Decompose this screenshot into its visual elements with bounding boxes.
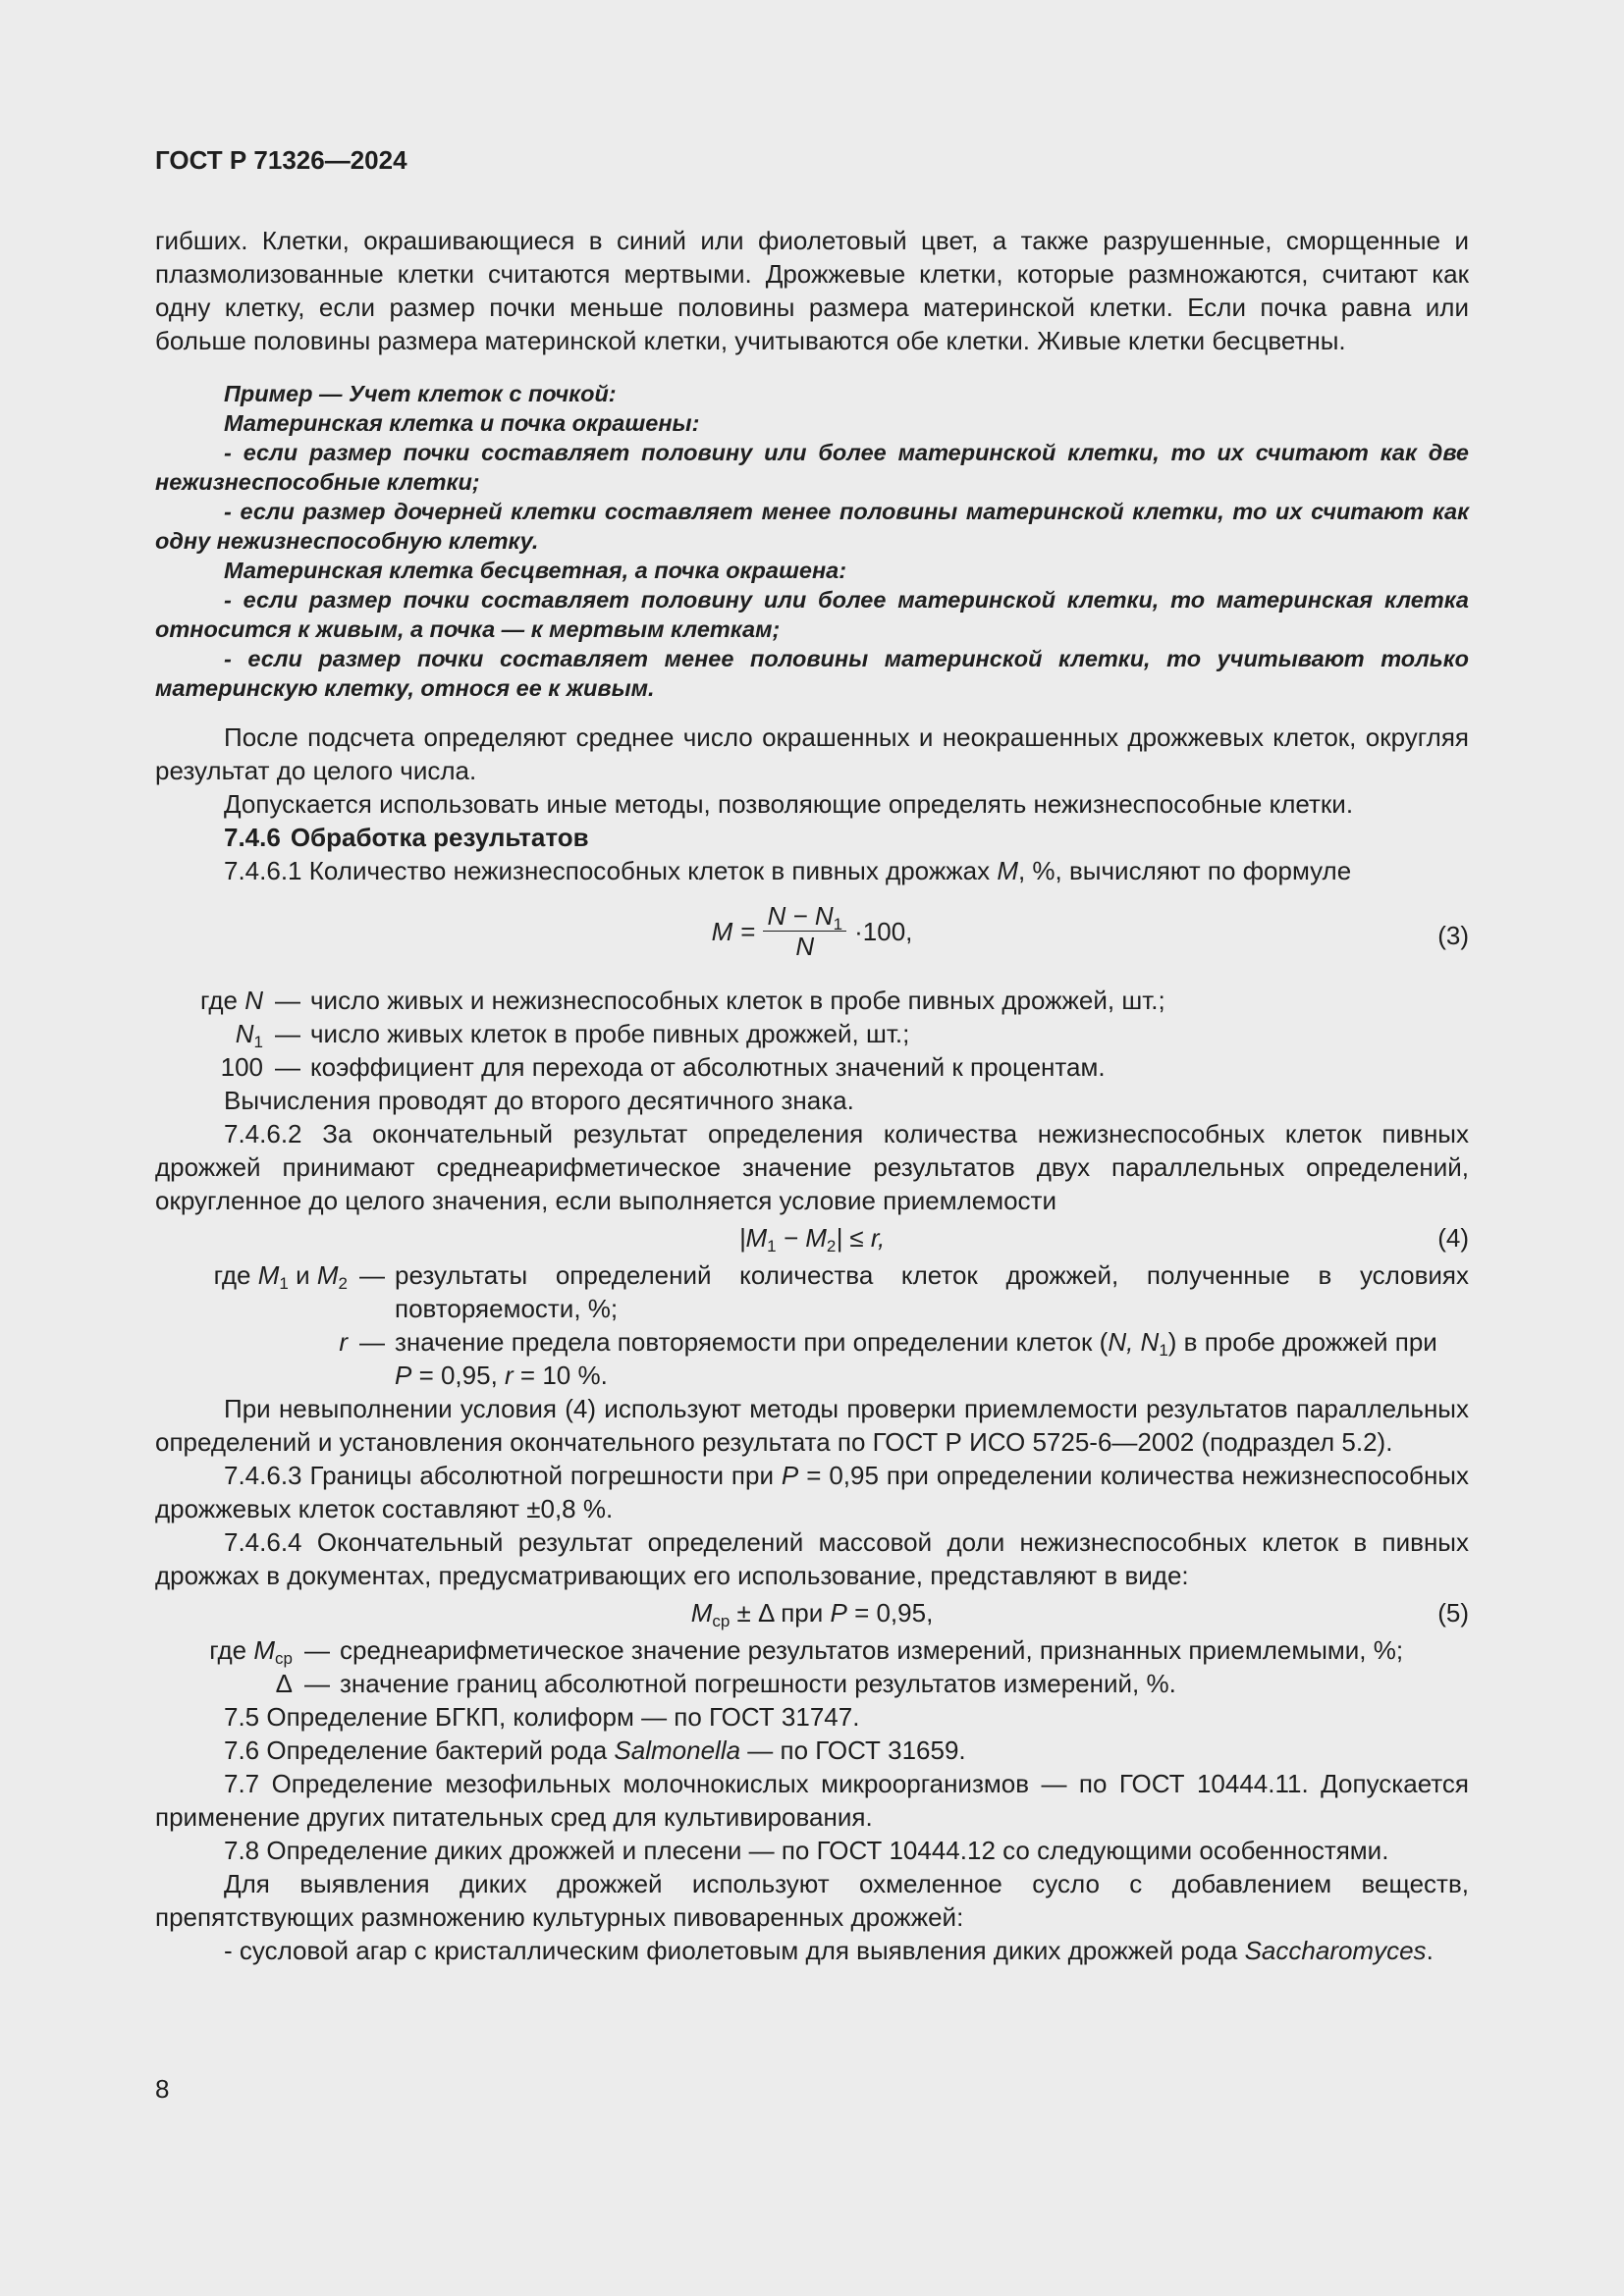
where-list-formula-4: где $M_1$ и $M_2$ — результаты определений количества клеток дрожжей, полученные в условиях повторяемости, %; r — значение предела повторяемости при определении клеток (N, $N_1$) в пробе дрожжей при P = 0,95, r = 10 %.: [155, 1258, 1469, 1392]
example-line: - если размер почки составляет половину или более материнской клетки, то материнская клетка относится к живым, а почка — к мертвым клеткам;: [155, 587, 1469, 642]
paragraph-7-5: 7.5 Определение БГКП, колиформ — по ГОСТ 31747.: [224, 1702, 860, 1732]
page-number: 8: [155, 2074, 170, 2104]
formula-4-expression: $|M_1 - M_2| \le r$,: [738, 1223, 886, 1255]
where-description: число живых и нежизнеспособных клеток в пробе пивных дрожжей, шт.;: [310, 986, 1165, 1015]
formula-5-expression: $M_{ср} \pm \Delta$ при P = 0,95,: [690, 1598, 934, 1630]
where-symbol: $N_1$: [235, 1019, 263, 1051]
where-description: значение границ абсолютной погрешности результатов измерений, %.: [340, 1669, 1176, 1698]
where-symbol: где $M_1$ и $M_2$: [213, 1260, 348, 1293]
paragraph-other-methods: Допускается использовать иные методы, позволяющие определять нежизнеспособные клетки.: [224, 789, 1354, 819]
fraction-denominator: N: [795, 932, 815, 961]
section-title-text: Обработка результатов: [290, 823, 589, 852]
fraction: [763, 901, 846, 961]
document-header: ГОСТ Р 71326—2024: [155, 145, 407, 175]
example-line: - если размер почки составляет половину или более материнской клетки, то их считают как две нежизнеспособные клетки;: [155, 440, 1469, 495]
paragraph-after-count: После подсчета определяют среднее число окрашенных и неокрашенных дрожжевых клеток, округляя результат до целого числа.: [155, 722, 1469, 785]
example-title: Пример — Учет клеток с почкой:: [224, 381, 617, 406]
paragraph-7-4-6-1: 7.4.6.1 Количество нежизнеспособных клеток в пивных дрожжах M, %, вычисляют по формуле: [224, 856, 1352, 885]
formula-number: (5): [1437, 1598, 1469, 1628]
formula-4: [155, 1221, 1469, 1255]
paragraph-fail-condition: При невыполнении условия (4) используют методы проверки приемлемости результатов параллельных определений и установления окончательного результата по ГОСТ Р ИСО 5725-6—2002 (подраздел 5.2).: [155, 1394, 1469, 1457]
paragraph-7-7: 7.7 Определение мезофильных молочнокислых микроорганизмов — по ГОСТ 10444.11. Допускается применение других питательных сред для культивирования.: [155, 1769, 1469, 1832]
paragraph-7-4-6-4: 7.4.6.4 Окончательный результат определений массовой доли нежизнеспособных клеток в пивных дрожжах в документах, предусматривающих его использование, представляют в виде:: [155, 1527, 1469, 1590]
where-list-formula-3: где N — число живых и нежизнеспособных клеток в пробе пивных дрожжей, шт.; $N_1$ — число живых клеток в пробе пивных дрожжей, шт.; 100 — коэффициент для перехода от абсолютных значений к процентам.: [155, 984, 1469, 1084]
where-list-formula-5: где $M_{ср}$ — среднеарифметическое значение результатов измерений, признанных приемлемыми, %; Δ — значение границ абсолютной погрешности результатов измерений, %.: [155, 1633, 1469, 1700]
section-title-7-4-6: [155, 821, 1469, 854]
example-line: - если размер почки составляет менее половины материнской клетки, то учитывают только материнскую клетку, относя ее к живым.: [155, 646, 1469, 701]
paragraph-wild-yeast: Для выявления диких дрожжей используют охмеленное сусло с добавлением веществ, препятствующих размножению культурных пивоваренных дрожжей:: [155, 1869, 1469, 1932]
paragraph-7-4-6-3: 7.4.6.3 Границы абсолютной погрешности при P = 0,95 при определении количества нежизнеспособных дрожжевых клеток составляют ±0,8 %.: [155, 1461, 1469, 1523]
example-block: [155, 379, 1469, 703]
formula-number: (4): [1437, 1223, 1469, 1253]
example-line: Материнская клетка бесцветная, а почка окрашена:: [224, 558, 847, 583]
section-number: 7.4.6: [224, 823, 281, 852]
example-line: - если размер дочерней клетки составляет менее половины материнской клетки, то их считают как одну нежизнеспособную клетку.: [155, 499, 1469, 554]
paragraph-7-4-6-2: 7.4.6.2 За окончательный результат определения количества нежизнеспособных клеток пивных дрожжей принимают среднеарифметическое значение результатов двух параллельных определений, округленное до целого значения, если выполняется условие приемлемости: [155, 1119, 1469, 1215]
where-description: число живых клеток в пробе пивных дрожжей, шт.;: [310, 1019, 910, 1048]
where-description: значение предела повторяемости при определении клеток (N, $N_1$) в пробе дрожжей при P = 0,95, r = 10 %.: [395, 1327, 1437, 1390]
where-symbol: где N: [200, 986, 263, 1015]
paragraph-agar: - сусловой агар с кристаллическим фиолетовым для выявления диких дрожжей рода Saccharomyces.: [224, 1936, 1434, 1965]
where-description: коэффициент для перехода от абсолютных значений к процентам.: [310, 1052, 1106, 1082]
fraction-numerator: $N - N_1$: [763, 901, 846, 932]
paragraph-cell-viability: гибших. Клетки, окрашивающиеся в синий или фиолетовый цвет, а также разрушенные, сморщенные и плазмолизованные клетки считаются мертвыми. Дрожжевые клетки, которые размножаются, считают как одну клетку, если размер почки меньше половины размера материнской клетки. Если почка равна или больше половины размера материнской клетки, учитываются обе клетки. Живые клетки бесцветны.: [155, 226, 1469, 355]
where-symbol: 100: [220, 1052, 263, 1082]
where-description: результаты определений количества клеток дрожжей, полученные в условиях повторяемости, %;: [395, 1260, 1469, 1323]
formula-5: [155, 1596, 1469, 1629]
document-body: [155, 224, 1469, 1967]
formula-3-expression: M = $\frac{N - N_1}{N}$ ·100,: [711, 901, 913, 961]
paragraph-7-6: 7.6 Определение бактерий рода Salmonella — по ГОСТ 31659.: [224, 1735, 966, 1765]
paragraph-calc-precision: Вычисления проводят до второго десятичного знака.: [224, 1086, 854, 1115]
paragraph-7-8: 7.8 Определение диких дрожжей и плесени — по ГОСТ 10444.12 со следующими особенностями.: [224, 1836, 1389, 1865]
formula-3: [155, 901, 1469, 970]
formula-number: (3): [1437, 921, 1469, 950]
where-description: среднеарифметическое значение результатов измерений, признанных приемлемыми, %;: [340, 1635, 1404, 1665]
where-symbol: r: [339, 1327, 348, 1357]
where-symbol: Δ: [275, 1669, 293, 1698]
where-symbol: где $M_{ср}$: [209, 1635, 293, 1668]
example-line: Материнская клетка и почка окрашены:: [224, 410, 700, 436]
